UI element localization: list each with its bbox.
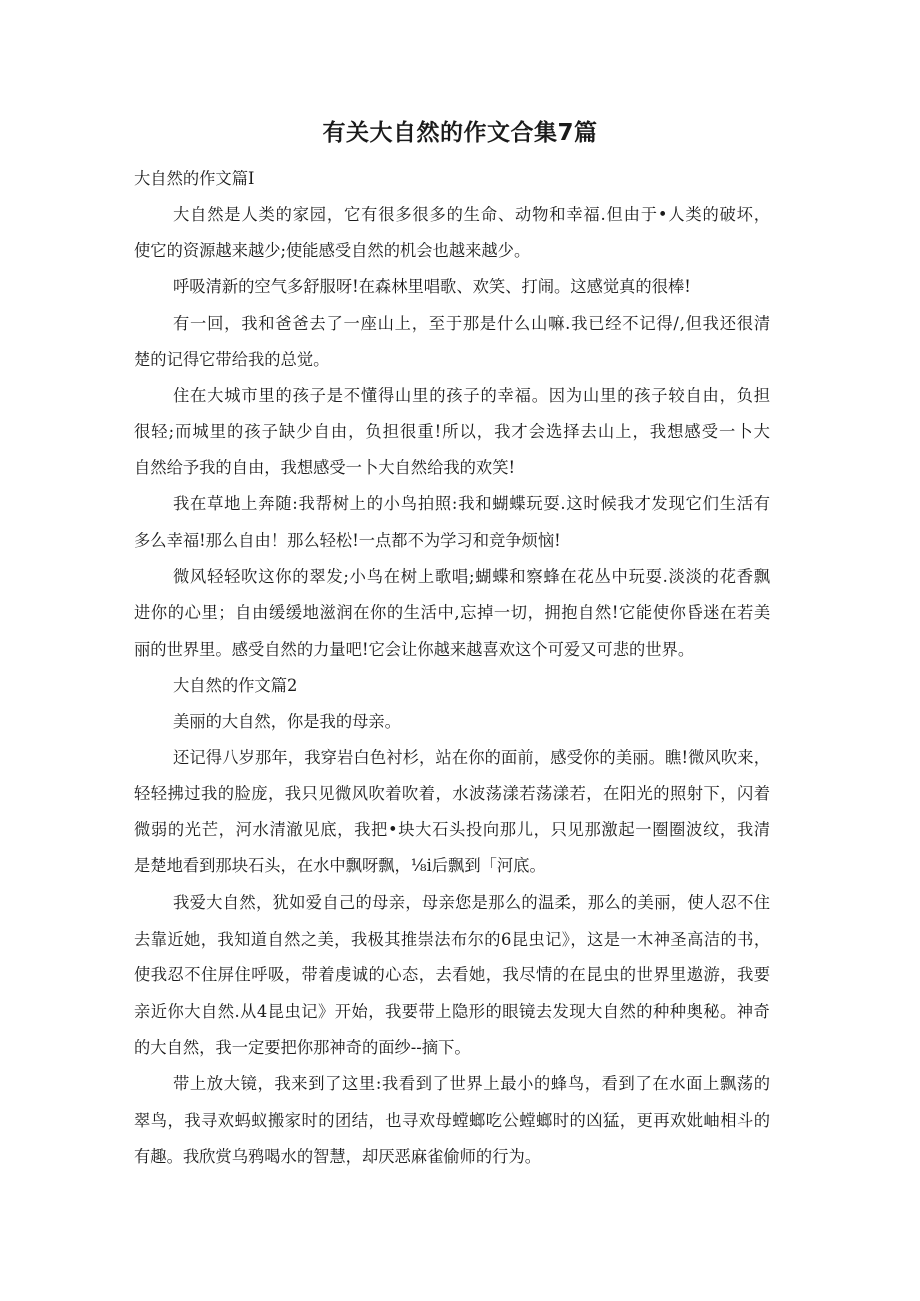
paragraph-line: 大自然是人类的家园，它有很多很多的生命、动物和幸福.但由于•人类的破坏， xyxy=(173,205,771,224)
paragraph-line: 的大自然，我一定要把你那神奇的面纱--摘下。 xyxy=(134,1038,471,1057)
paragraph-line: 进你的心里；自由缓缓地滋润在你的生活中,忘掉一切，拥抱自然!它能使你昏迷在若美 xyxy=(134,603,771,622)
section-heading: 大自然的作文篇Ⅰ xyxy=(134,169,255,188)
paragraph-line: 丽的世界里。感受自然的力量吧!它会让你越来越喜欢这个可爱又可悲的世界。 xyxy=(134,640,695,659)
paragraph-line: 亲近你大自然.从4昆虫记》开始，我要带上隐形的眼镜去发现大自然的种种奥秘。神奇 xyxy=(134,1002,771,1021)
paragraph-line: 带上放大镜，我来到了这里:我看到了世界上最小的蜂鸟，看到了在水面上飘荡的 xyxy=(173,1074,771,1093)
paragraph-line: 轻轻拂过我的脸庞，我只见微风吹着吹着，水波荡漾若荡漾若，在阳光的照射下，闪着 xyxy=(134,784,771,803)
section-heading: 大自然的作文篇2 xyxy=(173,676,298,695)
paragraph-line: 翠鸟，我寻欢蚂蚁搬家时的团结，也寻欢母螳螂吃公螳螂时的凶猛，更再欢妣岫相斗的 xyxy=(134,1111,771,1130)
paragraph-line: 很轻;而城里的孩子缺少自由，负担很重!所以，我才会选择去山上，我想感受一卜大 xyxy=(134,422,771,441)
paragraph-line: 多么幸福!那么自由！那么轻松!一点都不为学习和竞争烦恼! xyxy=(134,531,561,550)
paragraph-line: 使我忍不住屏住呼吸，带着虔诚的心态，去看她，我尽情的在昆虫的世界里遨游，我要 xyxy=(134,965,771,984)
paragraph-line: 有一回，我和爸爸去了一座山上，至于那是什么山嘛.我已经不记得/,但我还很清 xyxy=(173,314,771,333)
paragraph-line: 美丽的大自然，你是我的母亲。 xyxy=(173,712,401,731)
paragraph-line: 住在大城市里的孩子是不懂得山里的孩子的幸福。因为山里的孩子较自由，负担 xyxy=(173,386,771,405)
paragraph-line: 我爱大自然，犹如爱自己的母亲，母亲您是那么的温柔，那么的美丽，使人忍不住 xyxy=(173,893,771,912)
paragraph-line: 我在草地上奔随:我帮树上的小鸟拍照:我和蝴蝶玩耍.这时候我才发现它们生活有 xyxy=(173,494,771,513)
paragraph-line: 呼吸清新的空气多舒服呀!在森林里唱歌、欢笑、打闹。这感觉真的很棒! xyxy=(173,277,691,296)
paragraph-line: 还记得八岁那年，我穿岩白色衬杉，站在你的面前，感受你的美丽。瞧!微风吹来， xyxy=(173,748,771,767)
paragraph-line: 微风轻轻吹这你的翠发;小鸟在树上歌唱;蝴蝶和察蜂在花丛中玩耍.淡淡的花香飘 xyxy=(173,567,771,586)
paragraph-line: 是楚地看到那块石头，在水中飘呀飘，⅛i后飘到「河底。 xyxy=(134,856,546,875)
paragraph-line: 楚的记得它带给我的总觉。 xyxy=(134,350,330,369)
paragraph-line: 去靠近她，我知道自然之美，我极其推崇法布尔的6昆虫记》，这是一木神圣高洁的书， xyxy=(134,930,771,949)
paragraph-line: 自然给予我的自由，我想感受一卜大自然给我的欢笑! xyxy=(134,458,516,477)
paragraph-line: 微弱的光芒，河水清澈见底，我把•块大石头投向那儿，只见那激起一圈圈波纹，我清 xyxy=(134,820,771,839)
paragraph-line: 使它的资源越来越少;使能感受自然的机会也越来越少。 xyxy=(134,241,531,260)
paragraph-line: 有趣。我欣赏乌鸦喝水的智慧，却厌恶麻雀偷师的行为。 xyxy=(134,1147,542,1166)
document-title: 有关大自然的作文合集7篇 xyxy=(322,120,598,146)
